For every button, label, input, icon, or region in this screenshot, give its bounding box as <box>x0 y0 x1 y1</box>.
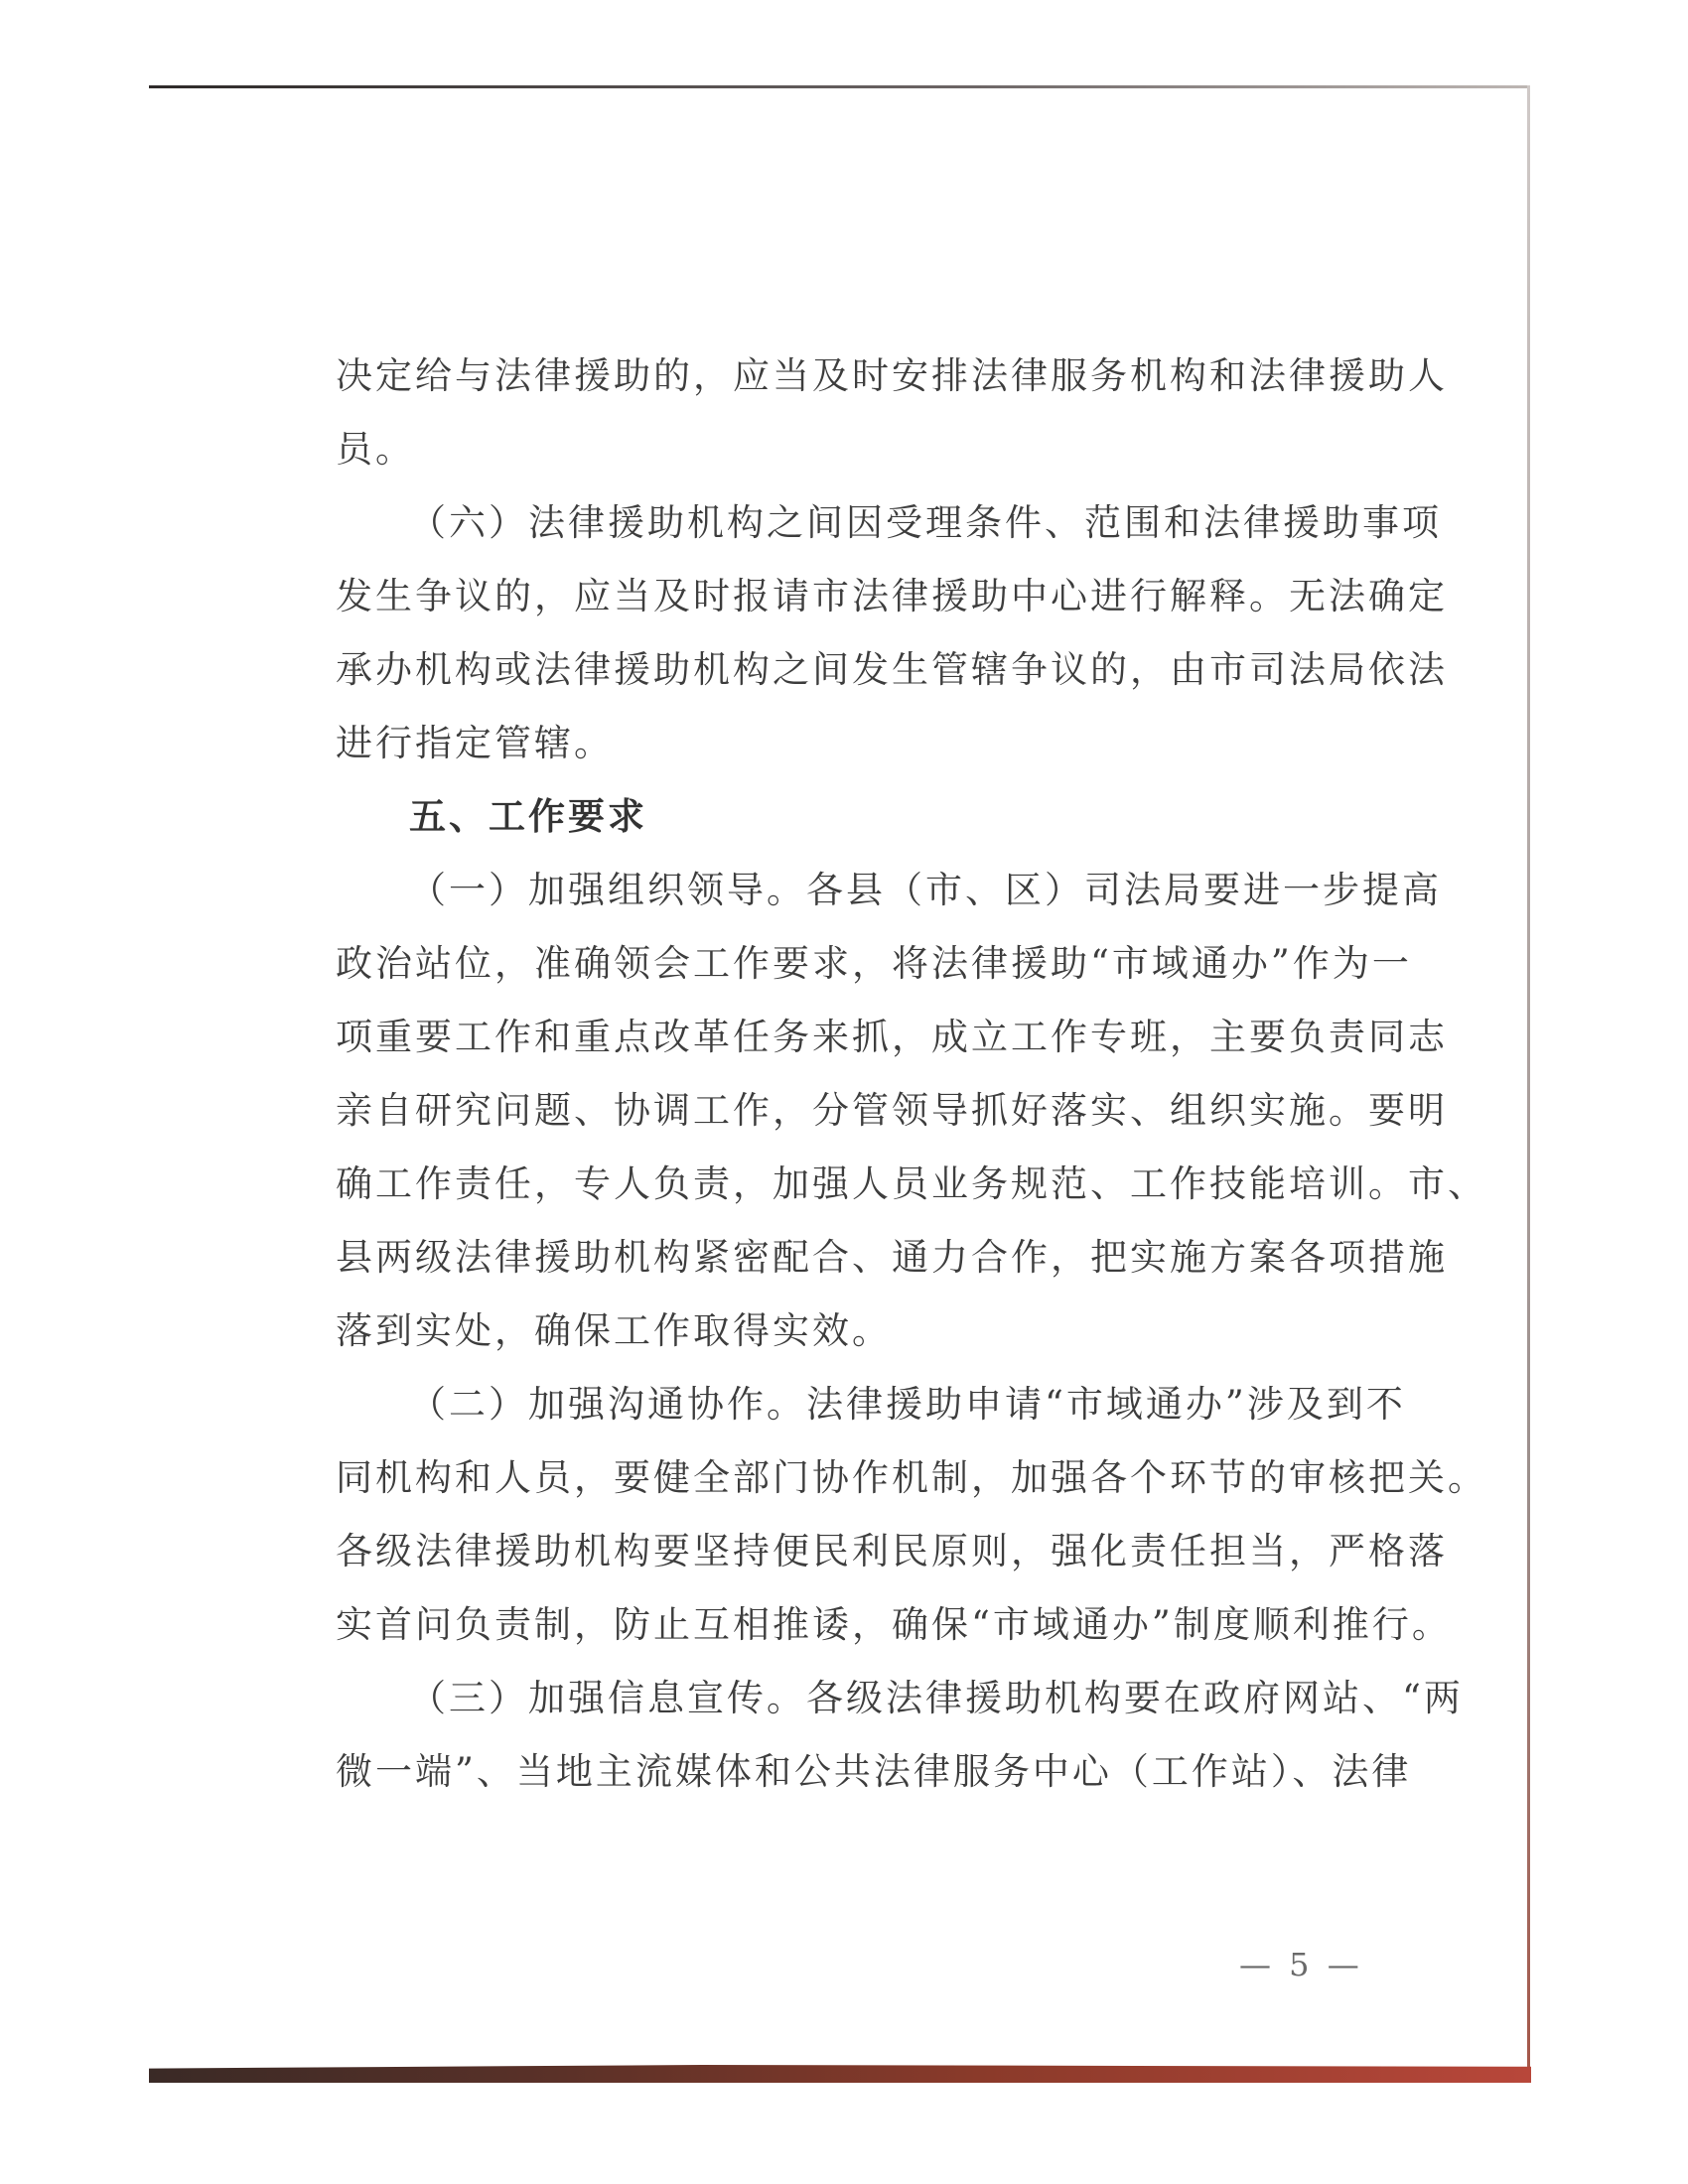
text-line: 确工作责任，专人负责，加强人员业务规范、工作技能培训。市、 <box>336 1162 1487 1205</box>
text-line: 进行指定管辖。 <box>336 722 614 764</box>
text-line: 县两级法律援助机构紧密配合、通力合作，把实施方案各项措施 <box>336 1236 1448 1279</box>
paragraph-start: （三）加强信息宣传。各级法律援助机构要在政府网站、“两 <box>409 1677 1464 1719</box>
paragraph-start: （一）加强组织领导。各县（市、区）司法局要进一步提高 <box>409 869 1442 911</box>
text-line: 政治站位，准确领会工作要求，将法律援助“市域通办”作为一 <box>336 942 1412 985</box>
paper-edge-right <box>1527 85 1530 2081</box>
paragraph-start: （二）加强沟通协作。法律援助申请“市域通办”涉及到不 <box>409 1383 1406 1426</box>
page-number: — 5 — <box>1239 1946 1363 1983</box>
text-line: 员。 <box>336 428 415 471</box>
text-line: 承办机构或法律援助机构之间发生管辖争议的，由市司法局依法 <box>336 648 1448 691</box>
text-line: 同机构和人员，要健全部门协作机制，加强各个环节的审核把关。 <box>336 1456 1487 1499</box>
paper-edge-top <box>149 85 1529 88</box>
text-line: 亲自研究问题、协调工作，分管领导抓好落实、组织实施。要明 <box>336 1089 1448 1132</box>
text-line: 项重要工作和重点改革任务来抓，成立工作专班，主要负责同志 <box>336 1016 1448 1058</box>
text-line: 决定给与法律援助的，应当及时安排法律服务机构和法律援助人 <box>336 354 1448 397</box>
text-line: 各级法律援助机构要坚持便民利民原则，强化责任担当，严格落 <box>336 1530 1448 1572</box>
text-line: 实首问负责制，防止互相推诿，确保“市域通办”制度顺利推行。 <box>336 1603 1452 1646</box>
paper-edge-bottom <box>149 2065 1531 2083</box>
text-line: 微一端”、当地主流媒体和公共法律服务中心（工作站）、法律 <box>336 1750 1412 1793</box>
text-line: 落到实处，确保工作取得实效。 <box>336 1309 892 1352</box>
text-line: 发生争议的，应当及时报请市法律援助中心进行解释。无法确定 <box>336 575 1448 617</box>
document-body <box>336 340 1487 1809</box>
paragraph-start: （六）法律援助机构之间因受理条件、范围和法律援助事项 <box>409 501 1442 544</box>
section-heading: 五、工作要求 <box>409 795 647 838</box>
